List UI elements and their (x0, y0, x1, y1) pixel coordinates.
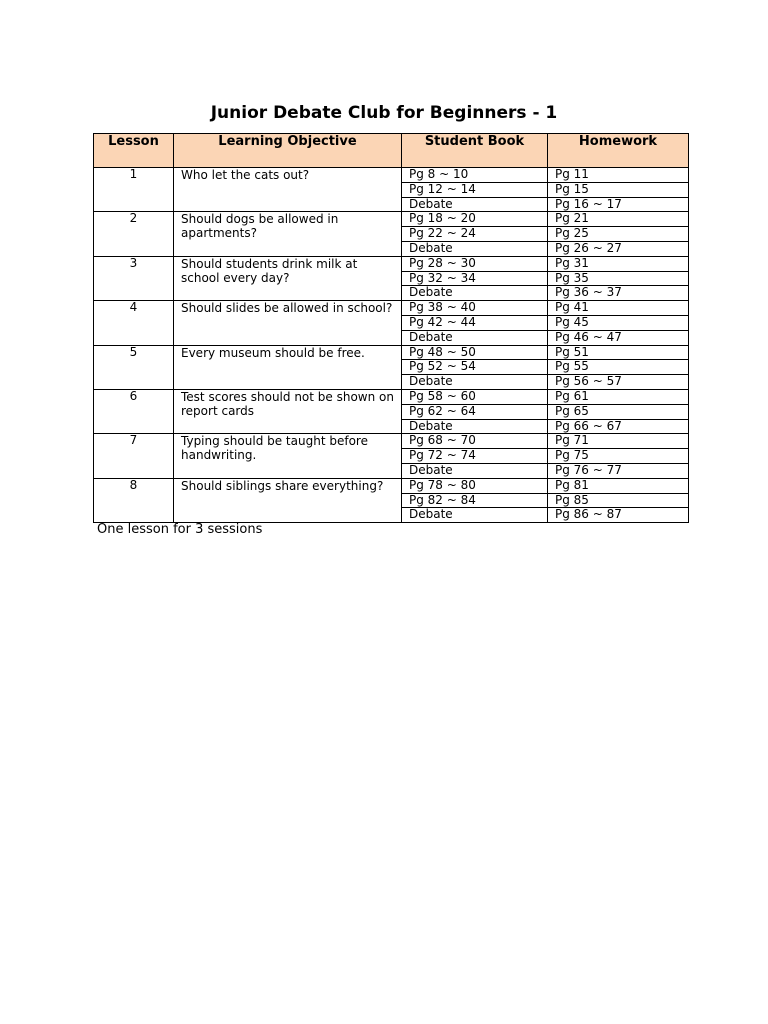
homework-pages: Pg 16 ~ 17 (548, 197, 689, 212)
homework-pages: Pg 26 ~ 27 (548, 241, 689, 256)
header-homework: Homework (548, 134, 689, 168)
student-book-pages: Pg 52 ~ 54 (402, 360, 548, 375)
table-header-row (94, 134, 689, 168)
learning-objective: Should dogs be allowed in apartments? (174, 212, 402, 256)
student-book-pages: Pg 18 ~ 20 (402, 212, 548, 227)
header-student-book: Student Book (402, 134, 548, 168)
homework-pages: Pg 81 (548, 478, 689, 493)
homework-pages: Pg 55 (548, 360, 689, 375)
lesson-schedule-table (93, 133, 689, 523)
page-title: Junior Debate Club for Beginners - 1 (210, 103, 558, 123)
student-book-pages: Debate (402, 463, 548, 478)
student-book-pages: Debate (402, 330, 548, 345)
table-row (94, 345, 689, 360)
lesson-number: 3 (94, 256, 174, 300)
student-book-pages: Debate (402, 197, 548, 212)
student-book-pages: Debate (402, 508, 548, 523)
student-book-pages: Debate (402, 419, 548, 434)
homework-pages: Pg 25 (548, 227, 689, 242)
lesson-number: 4 (94, 301, 174, 345)
homework-pages: Pg 11 (548, 168, 689, 183)
homework-pages: Pg 46 ~ 47 (548, 330, 689, 345)
homework-pages: Pg 85 (548, 493, 689, 508)
lesson-number: 8 (94, 478, 174, 522)
homework-pages: Pg 21 (548, 212, 689, 227)
homework-pages: Pg 66 ~ 67 (548, 419, 689, 434)
table-row (94, 434, 689, 449)
homework-pages: Pg 41 (548, 301, 689, 316)
student-book-pages: Pg 82 ~ 84 (402, 493, 548, 508)
student-book-pages: Pg 28 ~ 30 (402, 256, 548, 271)
learning-objective: Should siblings share everything? (174, 478, 402, 522)
lesson-number: 2 (94, 212, 174, 256)
table-row (94, 478, 689, 493)
student-book-pages: Pg 68 ~ 70 (402, 434, 548, 449)
homework-pages: Pg 31 (548, 256, 689, 271)
student-book-pages: Pg 58 ~ 60 (402, 389, 548, 404)
lesson-number: 5 (94, 345, 174, 389)
student-book-pages: Pg 62 ~ 64 (402, 404, 548, 419)
homework-pages: Pg 56 ~ 57 (548, 375, 689, 390)
student-book-pages: Pg 8 ~ 10 (402, 168, 548, 183)
table-row (94, 301, 689, 316)
student-book-pages: Debate (402, 375, 548, 390)
header-learning-objective: Learning Objective (174, 134, 402, 168)
learning-objective: Test scores should not be shown on report cards (174, 389, 402, 433)
homework-pages: Pg 76 ~ 77 (548, 463, 689, 478)
table-body (94, 168, 689, 523)
homework-pages: Pg 36 ~ 37 (548, 286, 689, 301)
student-book-pages: Pg 12 ~ 14 (402, 182, 548, 197)
homework-pages: Pg 51 (548, 345, 689, 360)
lesson-number: 1 (94, 168, 174, 212)
learning-objective: Typing should be taught before handwriting. (174, 434, 402, 478)
homework-pages: Pg 15 (548, 182, 689, 197)
homework-pages: Pg 45 (548, 315, 689, 330)
table-row (94, 168, 689, 183)
homework-pages: Pg 61 (548, 389, 689, 404)
learning-objective: Should students drink milk at school every day? (174, 256, 402, 300)
table-row (94, 389, 689, 404)
homework-pages: Pg 65 (548, 404, 689, 419)
homework-pages: Pg 75 (548, 449, 689, 464)
student-book-pages: Pg 42 ~ 44 (402, 315, 548, 330)
learning-objective: Every museum should be free. (174, 345, 402, 389)
lesson-number: 6 (94, 389, 174, 433)
student-book-pages: Pg 78 ~ 80 (402, 478, 548, 493)
lesson-number: 7 (94, 434, 174, 478)
homework-pages: Pg 35 (548, 271, 689, 286)
student-book-pages: Pg 32 ~ 34 (402, 271, 548, 286)
student-book-pages: Pg 22 ~ 24 (402, 227, 548, 242)
student-book-pages: Pg 48 ~ 50 (402, 345, 548, 360)
student-book-pages: Pg 72 ~ 74 (402, 449, 548, 464)
table-row (94, 256, 689, 271)
student-book-pages: Pg 38 ~ 40 (402, 301, 548, 316)
homework-pages: Pg 86 ~ 87 (548, 508, 689, 523)
header-lesson: Lesson (94, 134, 174, 168)
footnote: One lesson for 3 sessions (97, 522, 263, 537)
student-book-pages: Debate (402, 286, 548, 301)
learning-objective: Who let the cats out? (174, 168, 402, 212)
homework-pages: Pg 71 (548, 434, 689, 449)
student-book-pages: Debate (402, 241, 548, 256)
table-row (94, 212, 689, 227)
learning-objective: Should slides be allowed in school? (174, 301, 402, 345)
